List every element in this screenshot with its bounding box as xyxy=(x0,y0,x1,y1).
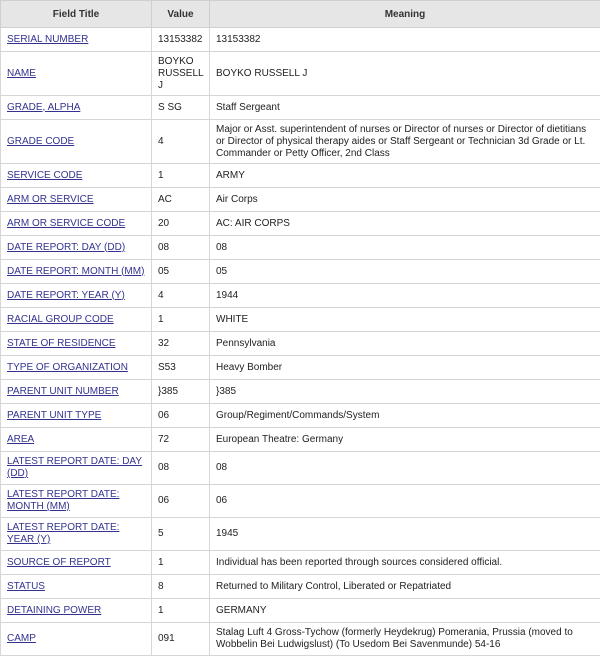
field-title-cell xyxy=(1,236,152,260)
table-row xyxy=(1,404,600,428)
table-row xyxy=(1,52,600,96)
meaning-cell: 06 xyxy=(210,485,600,518)
field-title-link[interactable]: PARENT UNIT TYPE xyxy=(7,410,101,421)
field-title-cell xyxy=(1,260,152,284)
value-cell: 72 xyxy=(152,428,210,452)
header-field-title: Field Title xyxy=(1,1,152,28)
meaning-cell: WHITE xyxy=(210,308,600,332)
field-title-cell xyxy=(1,518,152,551)
table-row xyxy=(1,308,600,332)
field-title-link[interactable]: LATEST REPORT DATE: YEAR (Y) xyxy=(7,522,119,545)
field-title-link[interactable]: LATEST REPORT DATE: MONTH (MM) xyxy=(7,489,119,512)
table-row xyxy=(1,120,600,164)
field-title-cell xyxy=(1,212,152,236)
table-row xyxy=(1,188,600,212)
meaning-cell: ARMY xyxy=(210,164,600,188)
field-title-link[interactable]: DETAINING POWER xyxy=(7,605,101,616)
field-title-cell xyxy=(1,428,152,452)
value-cell: BOYKO RUSSELL J xyxy=(152,52,210,96)
meaning-cell: Heavy Bomber xyxy=(210,356,600,380)
field-title-cell xyxy=(1,96,152,120)
field-title-link[interactable]: ARM OR SERVICE xyxy=(7,194,94,205)
value-cell: 1 xyxy=(152,551,210,575)
field-title-link[interactable]: CAMP xyxy=(7,633,36,644)
meaning-cell: Stalag Luft 4 Gross-Tychow (formerly Heydekrug) Pomerania, Prussia (moved to Wobbelin Bei Ludwigslust) (To Usedom Bei Savenmunde) 54-16 xyxy=(210,623,600,656)
value-cell: 20 xyxy=(152,212,210,236)
value-cell: 4 xyxy=(152,120,210,164)
meaning-cell: European Theatre: Germany xyxy=(210,428,600,452)
value-cell: 06 xyxy=(152,485,210,518)
table-row xyxy=(1,485,600,518)
table-row xyxy=(1,356,600,380)
table-row xyxy=(1,428,600,452)
field-title-link[interactable]: RACIAL GROUP CODE xyxy=(7,314,114,325)
field-title-link[interactable]: ARM OR SERVICE CODE xyxy=(7,218,125,229)
field-title-link[interactable]: LATEST REPORT DATE: DAY (DD) xyxy=(7,456,142,479)
field-title-link[interactable]: PARENT UNIT NUMBER xyxy=(7,386,119,397)
meaning-cell: 08 xyxy=(210,236,600,260)
field-title-cell xyxy=(1,120,152,164)
field-title-cell xyxy=(1,380,152,404)
value-cell: 13153382 xyxy=(152,28,210,52)
value-cell: 1 xyxy=(152,308,210,332)
header-value: Value xyxy=(152,1,210,28)
field-title-cell xyxy=(1,485,152,518)
field-title-cell xyxy=(1,308,152,332)
value-cell: 08 xyxy=(152,236,210,260)
table-row xyxy=(1,28,600,52)
value-cell: 05 xyxy=(152,260,210,284)
value-cell: }385 xyxy=(152,380,210,404)
field-title-cell xyxy=(1,623,152,656)
table-row xyxy=(1,332,600,356)
meaning-cell: GERMANY xyxy=(210,599,600,623)
field-title-cell xyxy=(1,332,152,356)
meaning-cell: 05 xyxy=(210,260,600,284)
field-title-cell xyxy=(1,188,152,212)
field-title-cell xyxy=(1,52,152,96)
value-cell: 1 xyxy=(152,164,210,188)
table-row xyxy=(1,212,600,236)
value-cell: S SG xyxy=(152,96,210,120)
meaning-cell: Major or Asst. superintendent of nurses or Director of nurses or Director of dietitians or Director of physical therapy aides or Staff Sergeant or Technician 3d Grade or Lt. Commander or Petty Officer, 2nd Class xyxy=(210,120,600,164)
table-row xyxy=(1,599,600,623)
field-title-link[interactable]: GRADE, ALPHA xyxy=(7,102,80,113)
value-cell: 32 xyxy=(152,332,210,356)
field-title-cell xyxy=(1,356,152,380)
table-row xyxy=(1,284,600,308)
field-title-link[interactable]: NAME xyxy=(7,68,36,79)
field-title-cell xyxy=(1,28,152,52)
meaning-cell: Individual has been reported through sources considered official. xyxy=(210,551,600,575)
meaning-cell: Pennsylvania xyxy=(210,332,600,356)
meaning-cell: BOYKO RUSSELL J xyxy=(210,52,600,96)
field-title-link[interactable]: STATE OF RESIDENCE xyxy=(7,338,116,349)
table-row xyxy=(1,380,600,404)
field-title-cell xyxy=(1,404,152,428)
meaning-cell: AC: AIR CORPS xyxy=(210,212,600,236)
meaning-cell: 1944 xyxy=(210,284,600,308)
table-row xyxy=(1,164,600,188)
meaning-cell: }385 xyxy=(210,380,600,404)
field-title-cell xyxy=(1,452,152,485)
header-row xyxy=(1,1,600,28)
field-title-link[interactable]: SERVICE CODE xyxy=(7,170,82,181)
field-title-cell xyxy=(1,284,152,308)
meaning-cell: 1945 xyxy=(210,518,600,551)
table-row xyxy=(1,236,600,260)
field-title-cell xyxy=(1,599,152,623)
meaning-cell: 13153382 xyxy=(210,28,600,52)
meaning-cell: Returned to Military Control, Liberated or Repatriated xyxy=(210,575,600,599)
value-cell: 4 xyxy=(152,284,210,308)
value-cell: 08 xyxy=(152,452,210,485)
field-title-link[interactable]: GRADE CODE xyxy=(7,136,74,147)
value-cell: 8 xyxy=(152,575,210,599)
table-row xyxy=(1,623,600,656)
meaning-cell: Group/Regiment/Commands/System xyxy=(210,404,600,428)
value-cell: 5 xyxy=(152,518,210,551)
field-title-link[interactable]: DATE REPORT: DAY (DD) xyxy=(7,242,125,253)
meaning-cell: Staff Sergeant xyxy=(210,96,600,120)
field-title-cell xyxy=(1,575,152,599)
field-title-link[interactable]: STATUS xyxy=(7,581,45,592)
table-row xyxy=(1,575,600,599)
table-row xyxy=(1,518,600,551)
field-title-link[interactable]: AREA xyxy=(7,434,34,445)
table-row xyxy=(1,551,600,575)
field-title-link[interactable]: SOURCE OF REPORT xyxy=(7,557,111,568)
value-cell: 1 xyxy=(152,599,210,623)
field-title-link[interactable]: DATE REPORT: MONTH (MM) xyxy=(7,266,144,277)
table-row xyxy=(1,260,600,284)
field-title-link[interactable]: DATE REPORT: YEAR (Y) xyxy=(7,290,125,301)
value-cell: 06 xyxy=(152,404,210,428)
value-cell: S53 xyxy=(152,356,210,380)
field-title-cell xyxy=(1,551,152,575)
meaning-cell: 08 xyxy=(210,452,600,485)
header-meaning: Meaning xyxy=(210,1,600,28)
value-cell: 091 xyxy=(152,623,210,656)
meaning-cell: Air Corps xyxy=(210,188,600,212)
field-title-link[interactable]: TYPE OF ORGANIZATION xyxy=(7,362,128,373)
table-row xyxy=(1,452,600,485)
value-cell: AC xyxy=(152,188,210,212)
field-title-link[interactable]: SERIAL NUMBER xyxy=(7,34,88,45)
table-row xyxy=(1,96,600,120)
field-title-cell xyxy=(1,164,152,188)
